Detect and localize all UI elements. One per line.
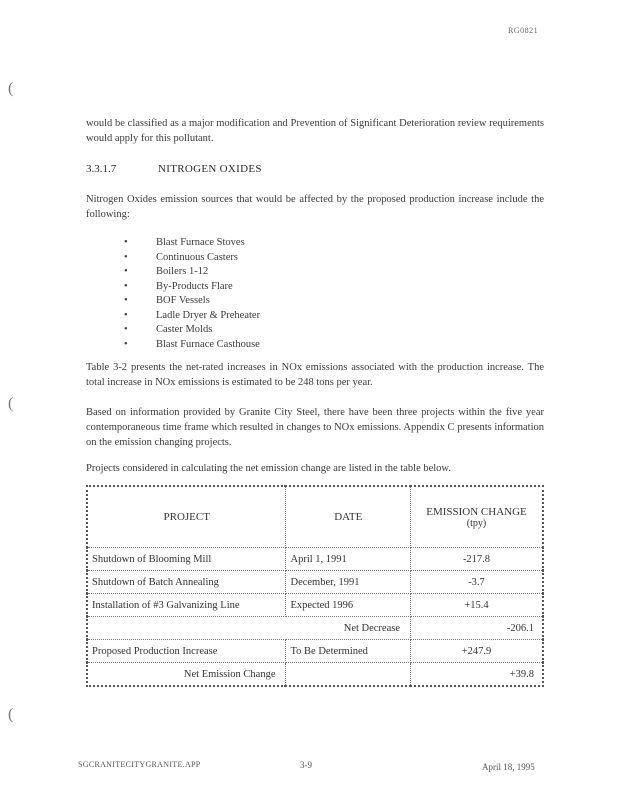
projects-intro-paragraph: Projects considered in calculating the net emission change are listed in the table below. <box>86 463 451 474</box>
footer-date: April 18, 1995 <box>482 762 535 772</box>
table-row: Shutdown of Blooming Mill April 1, 1991 -217.8 <box>87 548 543 571</box>
footer-file-path: SGCRANITECITYGRANITE.APP <box>78 760 201 769</box>
list-item: • Ladle Dryer & Preheater <box>124 309 261 321</box>
table-row: Installation of #3 Galvanizing Line Expected 1996 +15.4 <box>87 594 543 617</box>
margin-mark: ( <box>8 395 14 412</box>
list-item: • Continuous Casters <box>124 251 238 263</box>
margin-mark: ( <box>8 706 14 723</box>
info-paragraph: Based on information provided by Granite City Steel, there have been three projects within the five year contemporaneous time frame which resulted in changes to NOx emissions. Appendix C presents information on the emission changing projects. <box>86 407 544 448</box>
section-number: 3.3.1.7 <box>86 163 117 175</box>
list-item: • Caster Molds <box>124 324 213 335</box>
list-item: • Blast Furnace Stoves <box>124 237 245 248</box>
date-column-header: DATE <box>286 486 411 548</box>
margin-mark: ( <box>8 80 14 97</box>
emission-change-column-header: EMISSION CHANGE (tpy) <box>411 486 544 548</box>
list-item: • Boilers 1-12 <box>124 266 209 277</box>
table-row: Shutdown of Batch Annealing December, 1991 -3.7 <box>87 571 543 594</box>
emission-change-table <box>86 485 544 687</box>
section-title: NITROGEN OXIDES <box>158 163 262 175</box>
net-emission-change-row: Net Emission Change +39.8 <box>87 663 543 687</box>
sources-intro-paragraph: Nitrogen Oxides emission sources that would be affected by the proposed production increase include the following: <box>86 194 544 220</box>
table-reference-paragraph: Table 3-2 presents the net-rated increases in NOx emissions associated with the production increase. The total increase in NOx emissions is estimated to be 248 tons per year. <box>86 362 544 388</box>
list-item: • BOF Vessels <box>124 295 210 306</box>
page-number: 3-9 <box>300 760 312 770</box>
document-code: RG0821 <box>508 26 539 35</box>
table-header-row <box>87 486 543 548</box>
proposed-increase-row: Proposed Production Increase To Be Determined +247.9 <box>87 640 543 663</box>
emission-sources-list <box>124 236 260 352</box>
list-item: • By-Products Flare <box>124 280 233 292</box>
net-decrease-row: Net Decrease -206.1 <box>87 617 543 640</box>
project-column-header: PROJECT <box>87 486 286 548</box>
intro-paragraph: would be classified as a major modification and Prevention of Significant Deterioration review requirements would apply for this pollutant. <box>86 118 544 144</box>
list-item: • Blast Furnace Casthouse <box>124 338 260 350</box>
